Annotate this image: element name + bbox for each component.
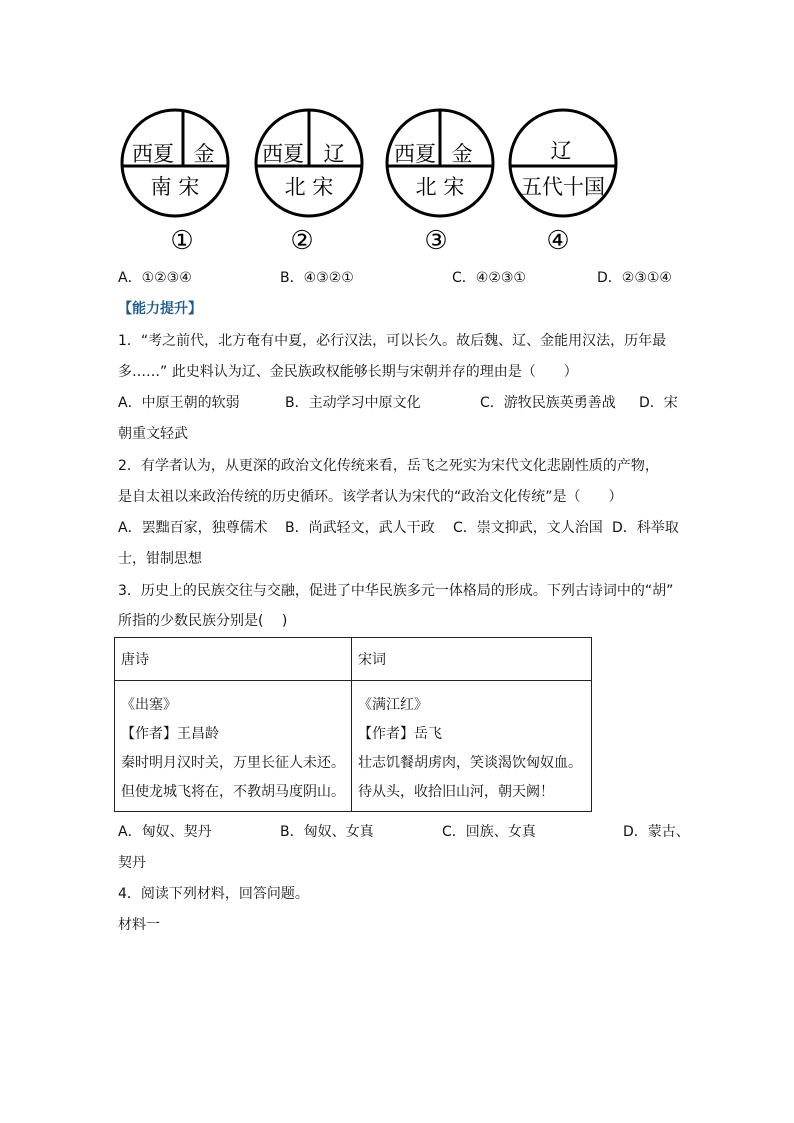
- q3-option-b: B．匈奴、女真: [280, 824, 374, 840]
- table-header-song-ci: 宋词: [352, 638, 592, 681]
- tang-poem-cell: [115, 681, 352, 812]
- q1-line-1: 1．“考之前代，北方奄有中夏，必行汉法，可以长久。故后魏、辽、金能用汉法，历年最: [118, 333, 667, 349]
- q2-line-1: 2．有学者认为，从更深的政治文化传统来看，岳飞之死实为宋代文化悲剧性质的产物，: [118, 458, 659, 474]
- circle-1-number: ①: [170, 226, 194, 256]
- q4-material-label: 材料一: [118, 917, 160, 933]
- q3-option-d-continued: 契丹: [118, 855, 146, 871]
- song-ci-line-2: 待从头，收拾旧山河，朝天阙！: [358, 784, 554, 800]
- q0-option-a: A．①②③④: [118, 270, 192, 286]
- circle-2-bottom: 北 宋: [284, 175, 334, 199]
- circle-3-number: ③: [424, 226, 448, 256]
- song-ci-line-1: 壮志饥餐胡虏肉，笑谈渴饮匈奴血。: [358, 755, 582, 771]
- circle-3-top-right: 金: [451, 142, 473, 166]
- circle-2-number: ②: [290, 226, 314, 256]
- circle-4: [510, 110, 616, 256]
- q3-option-a: A．匈奴、契丹: [118, 824, 212, 840]
- circle-3: [387, 110, 493, 256]
- q1-option-a: A．中原王朝的软弱: [118, 395, 240, 411]
- q1-option-c: C．游牧民族英勇善战: [480, 395, 616, 411]
- circle-1-top-left: 西夏: [132, 142, 174, 166]
- q1-option-d-continued: 朝重文轻武: [118, 426, 188, 442]
- poem-table: [114, 637, 592, 812]
- q4-line-1: 4．阅读下列材料，回答问题。: [118, 886, 309, 902]
- section-title: 【能力提升】: [118, 301, 202, 317]
- circle-3-top-left: 西夏: [394, 142, 436, 166]
- dynasty-circles-figure: [120, 106, 630, 256]
- circle-1: [122, 110, 228, 256]
- tang-poem-line-2: 但使龙城飞将在，不教胡马度阴山。: [121, 784, 345, 800]
- q1-option-b: B．主动学习中原文化: [285, 395, 421, 411]
- q3-line-2: 所指的少数民族分别是( ): [118, 613, 288, 629]
- circle-4-number: ④: [546, 226, 570, 256]
- q2-option-a: A．罢黜百家，独尊儒术: [118, 520, 268, 536]
- circle-4-top: 辽: [550, 139, 572, 163]
- q2-line-2: 是自太祖以来政治传统的历史循环。该学者认为宋代的“政治文化传统”是（ ）: [118, 489, 623, 505]
- q1-option-d: D．宋: [639, 395, 678, 411]
- q2-option-d-continued: 士，钳制思想: [118, 551, 202, 567]
- q0-option-d: D．②③①④: [597, 270, 672, 286]
- circle-1-top-right: 金: [193, 142, 215, 166]
- circle-2-top-right: 辽: [323, 142, 345, 166]
- tang-poem-title: 《出塞》: [121, 697, 177, 713]
- q1-line-2: 多……” 此史料认为辽、金民族政权能够长期与宋朝并存的理由是（ ）: [118, 364, 578, 380]
- circle-2: [256, 110, 362, 256]
- q0-option-b: B．④③②①: [280, 270, 354, 286]
- q0-option-c: C．④②③①: [452, 270, 526, 286]
- q3-option-c: C．回族、女真: [442, 824, 536, 840]
- song-ci-cell: [352, 681, 592, 812]
- circle-3-bottom: 北 宋: [415, 175, 465, 199]
- circle-2-top-left: 西夏: [262, 142, 304, 166]
- circle-4-bottom: 五代十国: [521, 175, 605, 199]
- circle-1-bottom: 南 宋: [150, 175, 200, 199]
- song-ci-title: 《满江红》: [358, 697, 428, 713]
- q3-option-d: D．蒙古、: [623, 824, 690, 840]
- q2-option-b: B．尚武轻文，武人干政: [285, 520, 435, 536]
- q3-line-1: 3．历史上的民族交往与交融，促进了中华民族多元一体格局的形成。下列古诗词中的“胡”: [118, 583, 674, 599]
- q2-option-c: C．崇文抑武，文人治国: [453, 520, 603, 536]
- tang-poem-author: 【作者】王昌龄: [121, 726, 219, 742]
- q2-option-d: D．科举取: [612, 520, 679, 536]
- table-header-tang-poem: 唐诗: [115, 638, 352, 681]
- tang-poem-line-1: 秦时明月汉时关，万里长征人未还。: [121, 755, 345, 771]
- song-ci-author: 【作者】岳飞: [358, 726, 442, 742]
